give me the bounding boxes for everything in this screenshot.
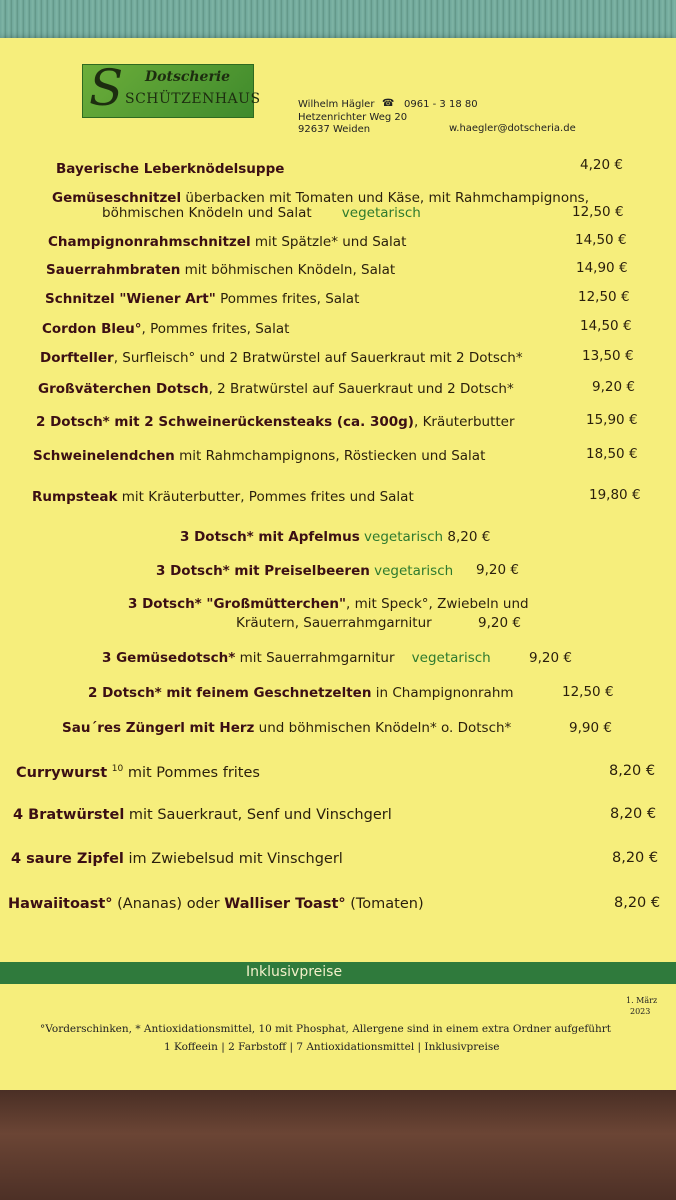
contact-email: w.haegler@dotscheria.de <box>449 123 576 134</box>
price-saure-zipfel: 8,20 € <box>612 850 659 866</box>
price-schnitzel-wiener-art: 12,50 € <box>578 289 630 305</box>
price-bratwuerstel: 8,20 € <box>610 806 657 822</box>
date-day: 1. März <box>626 996 658 1005</box>
price-dotsch-grossmuetterchen: 9,20 € <box>478 615 521 631</box>
footnote-allergens: °Vorderschinken, * Antioxidationsmittel, 10 mit Phosphat, Allergene sind in einem extra Ordner aufgeführt <box>40 1023 612 1035</box>
footnote-additives: 1 Koffeein | 2 Farbstoff | 7 Antioxidationsmittel | Inklusivpreise <box>164 1041 500 1053</box>
contact-name: Wilhelm Hägler <box>298 99 375 110</box>
phone-icon: ☎ <box>382 98 395 109</box>
menu-item-grossvaeterchen-dotsch: Großväterchen Dotsch, 2 Bratwürstel auf Sauerkraut und 2 Dotsch* <box>38 381 514 397</box>
price-gemueseschnitzel: 12,50 € <box>572 204 624 220</box>
price-dorfteller: 13,50 € <box>582 348 634 364</box>
menu-item-schweinerueckensteaks: 2 Dotsch* mit 2 Schweinerückensteaks (ca. 300g), Kräuterbutter <box>36 414 515 430</box>
price-currywurst: 8,20 € <box>609 763 656 779</box>
table-surface <box>0 1090 676 1200</box>
menu-item-bratwuerstel: 4 Bratwürstel mit Sauerkraut, Senf und Vinschgerl <box>13 807 392 823</box>
menu-item-dotsch-grossmuetterchen-line2: Kräutern, Sauerrahmgarnitur <box>236 615 432 631</box>
menu-item-rumpsteak: Rumpsteak mit Kräuterbutter, Pommes frites und Salat <box>32 489 414 505</box>
price-leberknoedelsuppe: 4,20 € <box>580 157 623 173</box>
logo-bottom-text: SCHÜTZENHAUS <box>125 91 261 107</box>
price-saures-zuengerl: 9,90 € <box>569 720 612 736</box>
contact-street: Hetzenrichter Weg 20 <box>298 112 408 123</box>
price-sauerrahmbraten: 14,90 € <box>576 260 628 276</box>
menu-item-gemueseschnitzel-line2: böhmischen Knödeln und Salat vegetarisch <box>102 205 421 221</box>
menu-item-dotsch-preiselbeeren: 3 Dotsch* mit Preiselbeeren vegetarisch <box>156 563 454 579</box>
menu-item-toast: Hawaiitoast° (Ananas) oder Walliser Toast° (Tomaten) <box>8 896 424 912</box>
menu-item-saure-zipfel: 4 saure Zipfel im Zwiebelsud mit Vinschgerl <box>11 851 343 867</box>
menu-item-schweinelendchen: Schweinelendchen mit Rahmchampignons, Röstiecken und Salat <box>33 448 486 464</box>
menu-item-dorfteller: Dorfteller, Surfleisch° und 2 Bratwürstel auf Sauerkraut mit 2 Dotsch* <box>40 350 523 366</box>
menu-item-sauerrahmbraten: Sauerrahmbraten mit böhmischen Knödeln, Salat <box>46 262 396 278</box>
footer-bar-label: Inklusivpreise <box>246 964 343 980</box>
menu-item-dotsch-grossmuetterchen: 3 Dotsch* "Großmütterchen", mit Speck°, Zwiebeln und <box>128 596 529 612</box>
logo-top-text: Dotscherie <box>145 69 231 85</box>
menu-item-dotsch-apfelmus: 3 Dotsch* mit Apfelmus vegetarisch 8,20 € <box>180 529 491 545</box>
price-grossvaeterchen-dotsch: 9,20 € <box>592 379 635 395</box>
price-rumpsteak: 19,80 € <box>589 487 641 503</box>
menu-item-saures-zuengerl: Sau´res Züngerl mit Herz und böhmischen Knödeln* o. Dotsch* <box>62 720 512 736</box>
contact-phone: 0961 - 3 18 80 <box>404 99 478 110</box>
menu-item-gemuesedotsch: 3 Gemüsedotsch* mit Sauerrahmgarnitur vegetarisch <box>102 650 491 666</box>
menu-item-champignonrahmschnitzel: Champignonrahmschnitzel mit Spätzle* und Salat <box>48 234 407 250</box>
price-toast: 8,20 € <box>614 895 661 911</box>
logo-letter: S <box>89 59 124 117</box>
contact-city: 92637 Weiden <box>298 124 371 135</box>
restaurant-logo <box>82 59 261 118</box>
menu-item-currywurst: Currywurst $^{10}$ mit Pommes frites <box>16 764 260 781</box>
price-cordon-bleu: 14,50 € <box>580 318 632 334</box>
price-dotsch-preiselbeeren: 9,20 € <box>476 562 519 578</box>
price-schweinerueckensteaks: 15,90 € <box>586 412 638 428</box>
date-year: 2023 <box>630 1007 651 1016</box>
menu-item-schnitzel-wiener-art: Schnitzel "Wiener Art" Pommes frites, Salat <box>45 291 360 307</box>
price-gemuesedotsch: 9,20 € <box>529 650 572 666</box>
menu-item-gemueseschnitzel: Gemüseschnitzel überbacken mit Tomaten und Käse, mit Rahmchampignons, <box>52 190 590 206</box>
price-dotsch-geschnetzeltes: 12,50 € <box>562 684 614 700</box>
price-schweinelendchen: 18,50 € <box>586 446 638 462</box>
menu-item-leberknoedelsuppe: Bayerische Leberknödelsuppe <box>56 161 285 177</box>
menu-item-dotsch-geschnetzeltes: 2 Dotsch* mit feinem Geschnetzelten in Champignonrahm <box>88 685 514 701</box>
price-champignonrahmschnitzel: 14,50 € <box>575 232 627 248</box>
footer-bar <box>0 962 676 984</box>
menu-item-cordon-bleu: Cordon Bleu°, Pommes frites, Salat <box>42 321 290 337</box>
